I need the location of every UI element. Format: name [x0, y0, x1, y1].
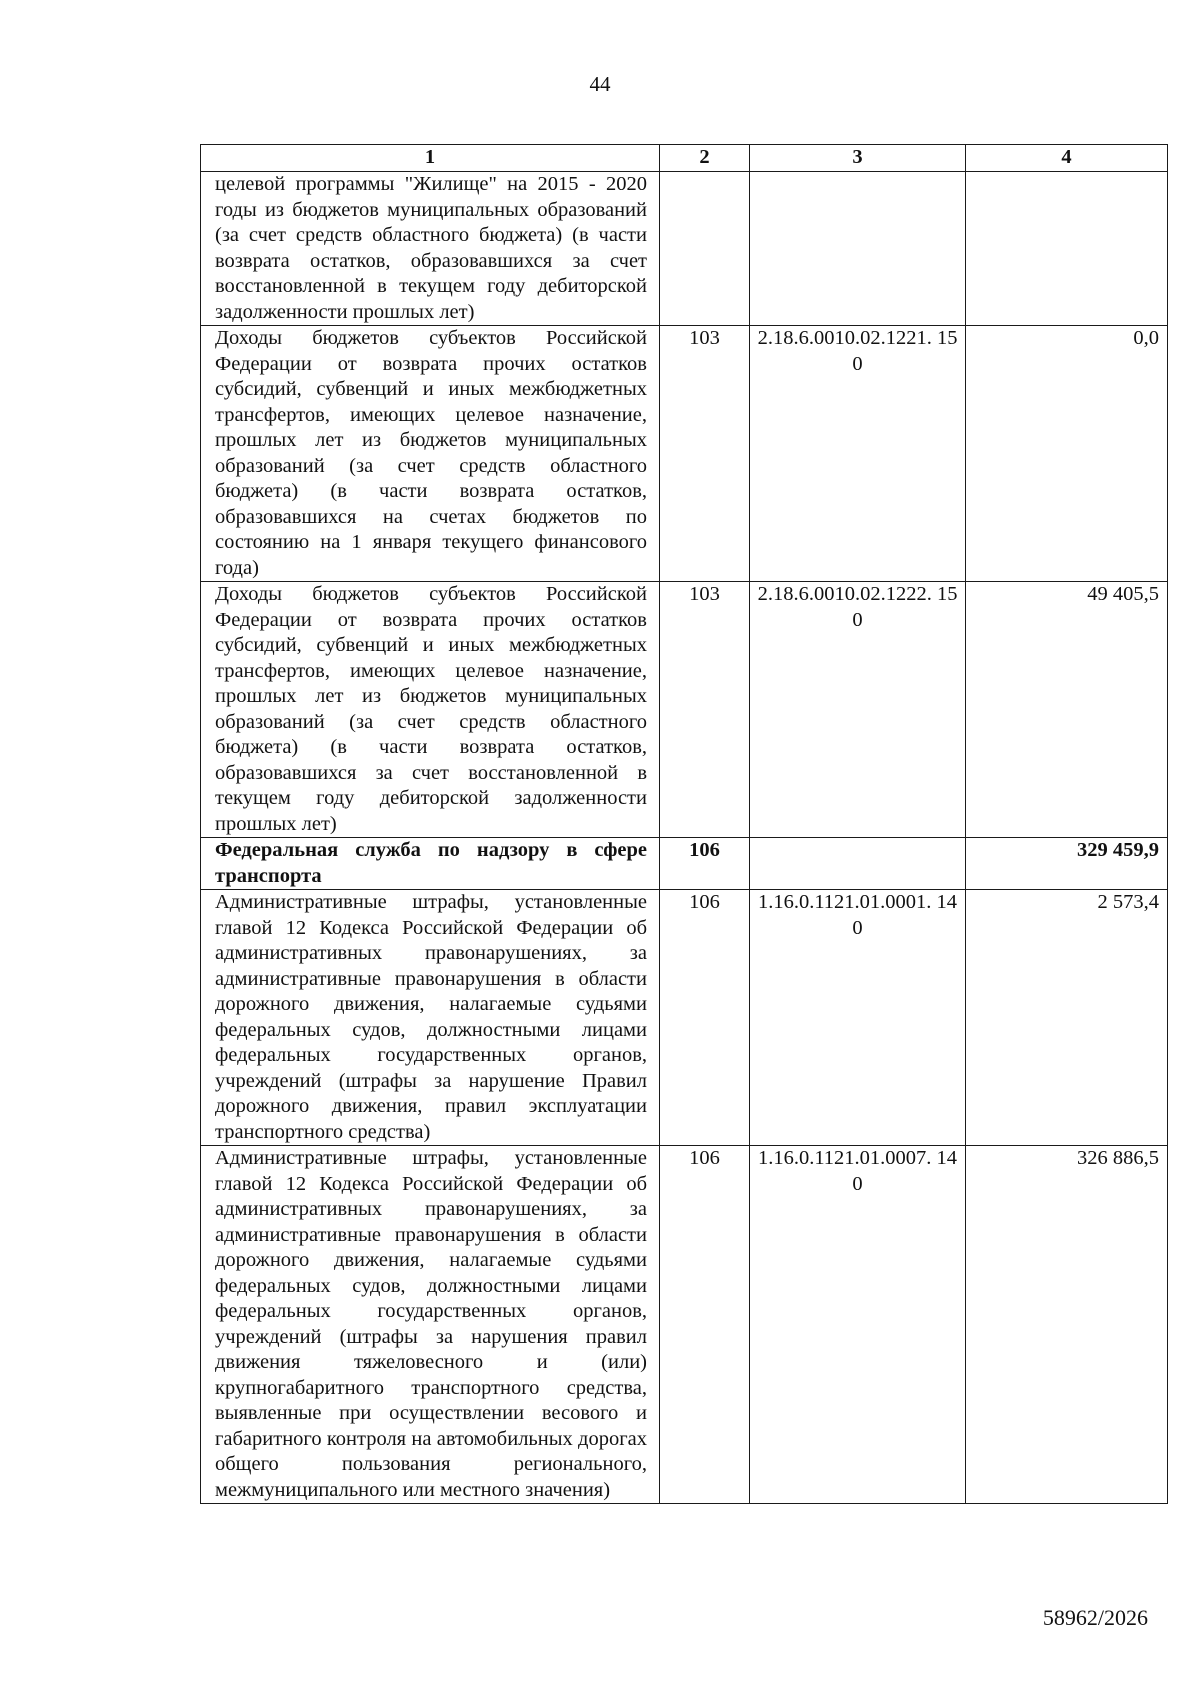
table-row — [201, 172, 1168, 326]
table-row — [201, 582, 1168, 838]
row-amount: 2 573,4 — [966, 890, 1168, 1146]
page-number: 44 — [589, 72, 611, 96]
row-description: Доходы бюджетов субъектов Российской Федерации от возврата прочих остатков субсидий, субвенций и иных межбюджетных трансфертов, имеющих целевое назначение, прошлых лет из бюджетов муниципальных образований (за счет средств областного бюджета) (в части возврата остатков, образовавшихся за счет восстановленной в текущем году дебиторской задолженности прошлых лет) — [201, 582, 660, 838]
row-code: 106 — [660, 1146, 750, 1504]
budget-table — [200, 144, 1168, 1504]
row-amount: 49 405,5 — [966, 582, 1168, 838]
column-header: 1 — [201, 145, 660, 172]
row-code: 106 — [660, 890, 750, 1146]
document-id: 58962/2026 — [1042, 1605, 1148, 1630]
row-description: Административные штрафы, установленные главой 12 Кодекса Российской Федерации об административных правонарушениях, за административные правонарушения в области дорожного движения, налагаемые судьями федеральных судов, должностными лицами федеральных государственных органов, учреждений (штрафы за нарушение Правил дорожного движения, правил эксплуатации транспортного средства) — [201, 890, 660, 1146]
row-amount — [966, 172, 1168, 326]
column-header: 3 — [750, 145, 966, 172]
table-header-row — [201, 145, 1168, 172]
row-amount: 0,0 — [966, 326, 1168, 582]
table-row — [201, 1146, 1168, 1504]
row-kbk — [750, 838, 966, 890]
row-kbk: 1.16.0.1121.01.0007. 140 — [750, 1146, 966, 1504]
row-amount: 326 886,5 — [966, 1146, 1168, 1504]
row-kbk: 1.16.0.1121.01.0001. 140 — [750, 890, 966, 1146]
row-description: целевой программы "Жилище" на 2015 - 2020 годы из бюджетов муниципальных образований (за счет средств областного бюджета) (в части возврата остатков, образовавшихся за счет восстановленной в текущем году дебиторской задолженности прошлых лет) — [201, 172, 660, 326]
table-row — [201, 890, 1168, 1146]
row-code: 103 — [660, 582, 750, 838]
table-row — [201, 326, 1168, 582]
table-row-section — [201, 838, 1168, 890]
column-header: 4 — [966, 145, 1168, 172]
row-kbk — [750, 172, 966, 326]
row-amount: 329 459,9 — [966, 838, 1168, 890]
row-code: 106 — [660, 838, 750, 890]
row-description: Федеральная служба по надзору в сфере транспорта — [201, 838, 660, 890]
row-description: Доходы бюджетов субъектов Российской Федерации от возврата прочих остатков субсидий, субвенций и иных межбюджетных трансфертов, имеющих целевое назначение, прошлых лет из бюджетов муниципальных образований (за счет средств областного бюджета) (в части возврата остатков, образовавшихся на счетах бюджетов по состоянию на 1 января текущего финансового года) — [201, 326, 660, 582]
row-description: Административные штрафы, установленные главой 12 Кодекса Российской Федерации об административных правонарушениях, за административные правонарушения в области дорожного движения, налагаемые судьями федеральных судов, должностными лицами федеральных государственных органов, учреждений (штрафы за нарушения правил движения тяжеловесного и (или) крупногабаритного транспортного средства, выявленные при осуществлении весового и габаритного контроля на автомобильных дорогах общего пользования регионального, межмуниципального или местного значения) — [201, 1146, 660, 1504]
row-code: 103 — [660, 326, 750, 582]
column-header: 2 — [660, 145, 750, 172]
row-kbk: 2.18.6.0010.02.1222. 150 — [750, 582, 966, 838]
row-kbk: 2.18.6.0010.02.1221. 150 — [750, 326, 966, 582]
row-code — [660, 172, 750, 326]
